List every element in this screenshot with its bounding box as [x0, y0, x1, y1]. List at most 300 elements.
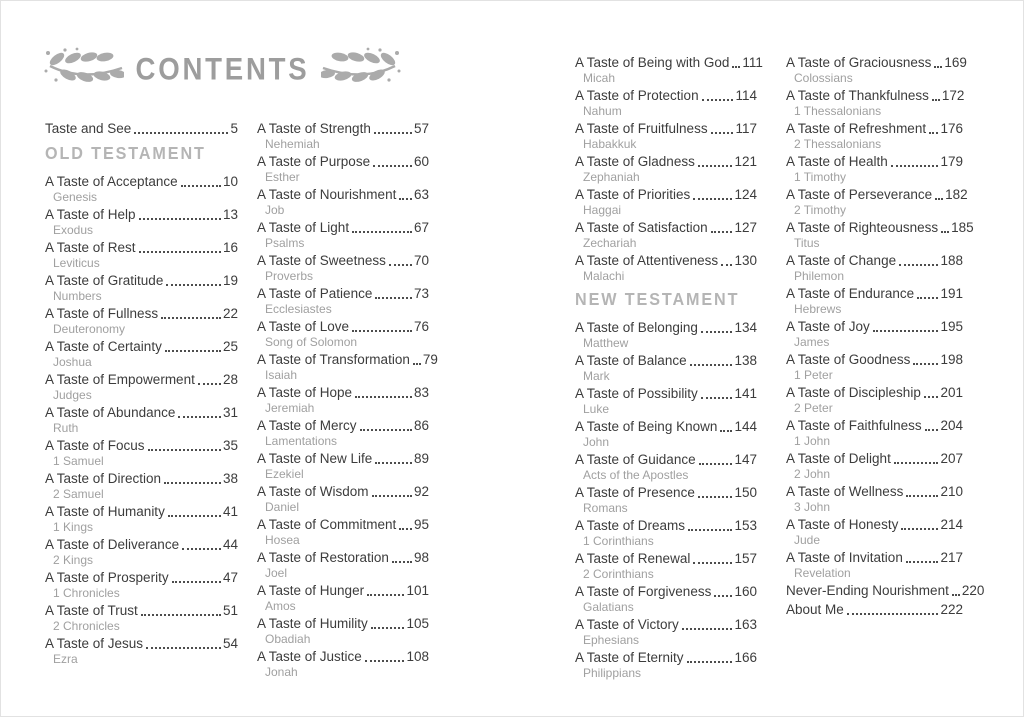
entry-title: A Taste of Restoration [257, 550, 389, 565]
entry-page-number: 217 [940, 550, 963, 565]
entry-book-name: Jonah [265, 665, 298, 679]
dot-leader [374, 132, 412, 134]
entry-title: A Taste of Invitation [786, 550, 903, 565]
toc-entry-line [45, 173, 238, 190]
dot-leader [389, 264, 412, 266]
entry-page-number: 35 [222, 438, 238, 453]
entry-book-name: Galatians [583, 600, 634, 614]
toc-entry-line [45, 536, 238, 553]
entry-book-name: Mark [583, 369, 610, 383]
dot-leader [899, 264, 938, 266]
dot-leader [164, 482, 221, 484]
toc-entry-line [786, 417, 963, 434]
entry-title: A Taste of Sweetness [257, 253, 386, 268]
toc-entry-line [575, 583, 757, 600]
entry-title: A Taste of Humanity [45, 504, 165, 519]
toc-entry [575, 153, 757, 184]
toc-entry [575, 451, 757, 482]
toc-entry [575, 252, 757, 283]
dot-leader [701, 331, 733, 333]
toc-entry-line [257, 318, 429, 335]
entry-book-name: Matthew [583, 336, 629, 350]
dot-leader [375, 462, 412, 464]
laurel-branch-left-icon [44, 47, 124, 94]
toc-entry-line [575, 550, 757, 567]
toc-entry [257, 582, 429, 613]
entry-page-number: 95 [413, 517, 429, 532]
entry-page-number: 105 [406, 616, 429, 631]
toc-entry-line [575, 616, 757, 633]
entry-book-name: 1 Corinthians [583, 534, 654, 548]
toc-entry-line [45, 470, 238, 487]
dot-leader [935, 198, 943, 200]
toc-entry [575, 649, 757, 680]
toc-entry [786, 54, 967, 85]
toc-entry-line [257, 417, 429, 434]
entry-title: A Taste of Delight [786, 451, 891, 466]
entry-book-name: Ezra [53, 652, 78, 666]
entry-title: A Taste of Mercy [257, 418, 357, 433]
toc-entry [575, 517, 757, 548]
toc-entry [575, 418, 757, 449]
toc-entry-line [257, 219, 429, 236]
dot-leader [701, 397, 733, 399]
entry-page-number: 124 [734, 187, 757, 202]
toc-entry [45, 338, 238, 369]
dot-leader [693, 198, 732, 200]
entry-page-number: 92 [413, 484, 429, 499]
entry-page-number: 89 [413, 451, 429, 466]
dot-leader [687, 661, 733, 663]
toc-entry-line [257, 450, 429, 467]
toc-entry [257, 549, 429, 580]
entry-page-number: 166 [734, 650, 757, 665]
entry-page-number: 19 [222, 273, 238, 288]
toc-entry [45, 272, 238, 303]
dot-leader [373, 165, 412, 167]
entry-book-name: Genesis [53, 190, 98, 204]
toc-entry-line [786, 186, 968, 203]
toc-entry [575, 616, 757, 647]
toc-entry [257, 483, 429, 514]
entry-page-number: 73 [413, 286, 429, 301]
toc-entry [786, 351, 963, 382]
dot-leader [360, 429, 412, 431]
dot-leader [399, 528, 412, 530]
entry-page-number: 204 [940, 418, 963, 433]
dot-leader [178, 416, 221, 418]
entry-title: A Taste of Priorities [575, 187, 691, 202]
toc-entry-line [575, 186, 757, 203]
toc-entry [45, 371, 238, 402]
entry-book-name: Acts of the Apostles [583, 468, 689, 482]
dot-leader [894, 462, 939, 464]
toc-entry-line [575, 517, 757, 534]
entry-page-number: 28 [222, 372, 238, 387]
entry-page-number: 147 [734, 452, 757, 467]
entry-title: A Taste of Endurance [786, 286, 915, 301]
entry-book-name: 2 Timothy [794, 203, 847, 217]
entry-title: A Taste of Help [45, 207, 136, 222]
toc-entry [45, 536, 238, 567]
entry-page-number: 38 [222, 471, 238, 486]
toc-entry-line [257, 615, 429, 632]
dot-leader [355, 396, 412, 398]
entry-book-name: 2 John [794, 467, 831, 481]
entry-book-name: 2 Samuel [53, 487, 104, 501]
entry-page-number: 207 [940, 451, 963, 466]
dot-leader [139, 251, 221, 253]
entry-page-number: 13 [222, 207, 238, 222]
dot-leader [711, 132, 734, 134]
toc-entry [575, 87, 757, 118]
dot-leader [901, 528, 938, 530]
toc-entry [45, 206, 238, 237]
entry-page-number: 108 [406, 649, 429, 664]
dot-leader [906, 561, 939, 563]
toc-entry-line [45, 602, 238, 619]
entry-page-number: 44 [222, 537, 238, 552]
toc-entry-line [786, 582, 985, 599]
entry-title: A Taste of Dreams [575, 518, 686, 533]
entry-page-number: 51 [222, 603, 238, 618]
entry-title: A Taste of Righteousness [786, 220, 939, 235]
toc-entry-line [257, 285, 429, 302]
entry-page-number: 121 [734, 154, 757, 169]
dot-leader [711, 231, 733, 233]
dot-leader [688, 529, 732, 531]
entry-page-number: 63 [413, 187, 429, 202]
entry-page-number: 60 [413, 154, 429, 169]
entry-page-number: 201 [940, 385, 963, 400]
dot-leader [925, 429, 939, 431]
toc-entry-line [575, 219, 757, 236]
toc-entry [257, 219, 429, 250]
entry-page-number: 214 [940, 517, 963, 532]
entry-book-name: Jude [794, 533, 821, 547]
entry-title: A Taste of Perseverance [786, 187, 933, 202]
toc-entry-line [575, 153, 757, 170]
entry-title: A Taste of Eternity [575, 650, 684, 665]
entry-title: A Taste of Honesty [786, 517, 899, 532]
toc-entry [786, 285, 963, 316]
toc-entry-line [575, 319, 757, 336]
toc-entry [786, 153, 963, 184]
entry-page-number: 22 [222, 306, 238, 321]
entry-page-number: 117 [735, 121, 757, 136]
entry-page-number: 111 [742, 55, 763, 70]
entry-book-name: Zechariah [583, 236, 637, 250]
entry-book-name: 1 Kings [53, 520, 94, 534]
toc-entry [257, 120, 429, 151]
toc-entry-line [786, 483, 963, 500]
dot-leader [166, 284, 221, 286]
entry-title: A Taste of Thankfulness [786, 88, 929, 103]
entry-book-name: Daniel [265, 500, 300, 514]
entry-title: A Taste of Gratitude [45, 273, 164, 288]
entry-title: Never-Ending Nourishment [786, 583, 949, 598]
dot-leader [732, 66, 740, 68]
entry-page-number: 195 [940, 319, 963, 334]
toc-entry [575, 186, 757, 217]
entry-book-name: Esther [265, 170, 300, 184]
entry-title: A Taste of Love [257, 319, 350, 334]
toc-entry-line [257, 648, 429, 665]
dot-leader [891, 165, 939, 167]
dot-leader [720, 430, 732, 432]
toc-entry [786, 516, 963, 547]
toc-entry-line [257, 351, 438, 368]
entry-title: A Taste of Renewal [575, 551, 691, 566]
toc-entry-line [786, 549, 963, 566]
toc-entry [45, 120, 238, 137]
toc-entry-line [45, 437, 238, 454]
dot-leader [941, 231, 949, 233]
toc-entry [786, 582, 985, 599]
entry-book-name: Luke [583, 402, 610, 416]
entry-title: A Taste of Health [786, 154, 888, 169]
dot-leader [182, 548, 221, 550]
entry-title: A Taste of Trust [45, 603, 138, 618]
toc-entry-line [575, 649, 757, 666]
dot-leader [172, 581, 221, 583]
dot-leader [161, 317, 221, 319]
entry-page-number: 10 [222, 174, 238, 189]
entry-title: A Taste of Presence [575, 485, 695, 500]
entry-title: A Taste of Humility [257, 616, 368, 631]
dot-leader [932, 99, 940, 101]
entry-book-name: James [794, 335, 830, 349]
entry-title: A Taste of Victory [575, 617, 679, 632]
toc-entry-line [575, 120, 757, 137]
entry-title: A Taste of Hope [257, 385, 353, 400]
toc-entry-line [257, 120, 429, 137]
toc-entry [575, 484, 757, 515]
toc-entry-line [575, 418, 757, 435]
entry-page-number: 191 [940, 286, 963, 301]
toc-entry [257, 450, 429, 481]
entry-title: A Taste of Fullness [45, 306, 159, 321]
toc-entry [45, 569, 238, 600]
dot-leader [952, 594, 960, 596]
entry-page-number: 41 [222, 504, 238, 519]
entry-title: A Taste of Patience [257, 286, 373, 301]
entry-book-name: Ruth [53, 421, 79, 435]
entry-title: A Taste of Fruitfulness [575, 121, 708, 136]
entry-title: A Taste of Abundance [45, 405, 176, 420]
toc-entry-line [786, 384, 963, 401]
dot-leader [682, 628, 733, 630]
entry-book-name: Deuteronomy [53, 322, 126, 336]
entry-title: A Taste of Belonging [575, 320, 698, 335]
entry-page-number: 144 [734, 419, 757, 434]
toc-entry [257, 351, 438, 382]
toc-entry [786, 252, 963, 283]
entry-title: A Taste of Jesus [45, 636, 144, 651]
entry-book-name: Amos [265, 599, 296, 613]
dot-leader [873, 330, 939, 332]
entry-page-number: 179 [940, 154, 963, 169]
entry-book-name: Revelation [794, 566, 851, 580]
toc-entry-line [575, 54, 763, 71]
entry-book-name: Lamentations [265, 434, 338, 448]
toc-entry-line [575, 252, 757, 269]
toc-entry-line [786, 450, 963, 467]
toc-entry [575, 352, 757, 383]
entry-title: A Taste of Joy [786, 319, 870, 334]
entry-book-name: 2 Thessalonians [794, 137, 882, 151]
dot-leader [714, 595, 732, 597]
dot-leader [148, 449, 221, 451]
entry-book-name: Ezekiel [265, 467, 304, 481]
toc-entry-line [786, 285, 963, 302]
entry-book-name: Joel [265, 566, 288, 580]
contents-header [48, 46, 396, 94]
dot-leader [693, 562, 732, 564]
entry-title: A Taste of Balance [575, 353, 687, 368]
toc-column-4 [786, 54, 985, 620]
dot-leader [699, 463, 733, 465]
entry-page-number: 138 [734, 353, 757, 368]
dot-leader [352, 330, 412, 332]
entry-page-number: 157 [734, 551, 757, 566]
entry-book-name: Titus [794, 236, 820, 250]
entry-title: A Taste of Rest [45, 240, 136, 255]
entry-page-number: 16 [222, 240, 238, 255]
dot-leader [371, 627, 405, 629]
toc-entry-line [257, 384, 429, 401]
toc-entry-line [45, 569, 238, 586]
entry-book-name: Hosea [265, 533, 300, 547]
toc-entry [786, 549, 963, 580]
entry-title: A Taste of Change [786, 253, 897, 268]
entry-page-number: 198 [940, 352, 963, 367]
entry-book-name: 2 Kings [53, 553, 94, 567]
entry-page-number: 101 [406, 583, 429, 598]
toc-entry [786, 318, 963, 349]
toc-entry [575, 319, 757, 350]
toc-entry-line [257, 516, 429, 533]
entry-book-name: Habakkuk [583, 137, 637, 151]
toc-entry-line [257, 252, 429, 269]
entry-book-name: Malachi [583, 269, 625, 283]
entry-title: A Taste of Focus [45, 438, 145, 453]
entry-page-number: 79 [422, 352, 438, 367]
toc-entry [786, 87, 963, 118]
entry-book-name: Colossians [794, 71, 853, 85]
toc-entry [575, 550, 757, 581]
entry-page-number: 185 [951, 220, 974, 235]
entry-book-name: John [583, 435, 610, 449]
entry-page-number: 220 [961, 583, 985, 598]
toc-entry [575, 385, 757, 416]
entry-page-number: 188 [940, 253, 963, 268]
toc-entry-line [45, 305, 238, 322]
dot-leader [139, 218, 221, 220]
toc-entry [257, 318, 429, 349]
dot-leader [367, 594, 404, 596]
toc-entry-line [45, 404, 238, 421]
dot-leader [146, 647, 221, 649]
dot-leader [690, 364, 733, 366]
dot-leader [168, 515, 221, 517]
toc-entry-line [575, 87, 757, 104]
toc-entry-line [257, 582, 429, 599]
dot-leader [917, 297, 938, 299]
entry-page-number: 172 [941, 88, 965, 103]
dot-leader [413, 363, 421, 365]
dot-leader [352, 231, 412, 233]
toc-entry-line [786, 318, 963, 335]
toc-entry [45, 503, 238, 534]
entry-page-number: 25 [222, 339, 238, 354]
entry-title: A Taste of Purpose [257, 154, 371, 169]
toc-entry [257, 384, 429, 415]
entry-page-number: 86 [413, 418, 429, 433]
entry-title: A Taste of Nourishment [257, 187, 397, 202]
toc-entry [257, 615, 429, 646]
entry-book-name: Hebrews [794, 302, 842, 316]
toc-entry [786, 483, 963, 514]
dot-leader [698, 496, 733, 498]
toc-entry-line [786, 153, 963, 170]
entry-title: A Taste of Being Known [575, 419, 718, 434]
toc-entry [575, 583, 757, 614]
entry-book-name: Nahum [583, 104, 622, 118]
entry-book-name: 1 Chronicles [53, 586, 120, 600]
toc-entry-line [257, 549, 429, 566]
dot-leader [698, 165, 733, 167]
entry-title: A Taste of Attentiveness [575, 253, 719, 268]
toc-entry [257, 153, 429, 184]
toc-entry-line [786, 219, 974, 236]
dot-leader [392, 561, 412, 563]
entry-page-number: 47 [222, 570, 238, 585]
toc-entry-line [45, 272, 238, 289]
toc-entry-line [257, 483, 429, 500]
entry-book-name: Isaiah [265, 368, 298, 382]
dot-leader [181, 185, 221, 187]
entry-book-name: Proverbs [265, 269, 314, 283]
toc-entry [45, 437, 238, 468]
toc-entry [786, 219, 974, 250]
entry-page-number: 182 [945, 187, 968, 202]
toc-column-1 [45, 120, 238, 668]
entry-page-number: 163 [734, 617, 757, 632]
dot-leader [924, 396, 939, 398]
toc-entry-line [45, 503, 238, 520]
entry-title: A Taste of Forgiveness [575, 584, 712, 599]
entry-title: A Taste of Discipleship [786, 385, 921, 400]
entry-book-name: Judges [53, 388, 92, 402]
toc-entry-line [786, 252, 963, 269]
toc-entry [45, 635, 238, 666]
toc-entry [257, 516, 429, 547]
entry-title: A Taste of Goodness [786, 352, 911, 367]
toc-entry-line [45, 371, 238, 388]
dot-leader [721, 264, 732, 266]
toc-entry-line [45, 120, 238, 137]
entry-book-name: Exodus [53, 223, 94, 237]
entry-book-name: 2 Peter [794, 401, 833, 415]
entry-title: A Taste of Guidance [575, 452, 696, 467]
entry-title: A Taste of Gladness [575, 154, 695, 169]
entry-page-number: 141 [734, 386, 757, 401]
dot-leader [913, 363, 938, 365]
toc-entry [45, 173, 238, 204]
entry-page-number: 70 [413, 253, 429, 268]
entry-title: A Taste of Protection [575, 88, 699, 103]
